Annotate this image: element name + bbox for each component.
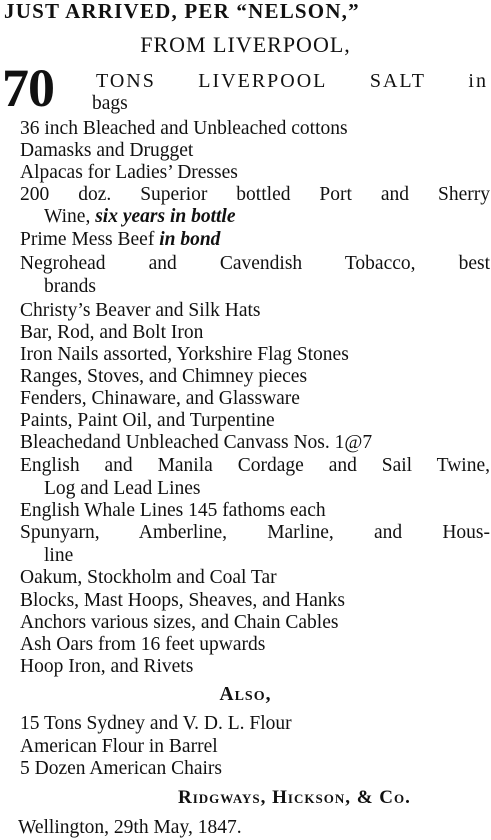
item-line: Ash Oars from 16 feet upwards [20, 634, 266, 655]
also-item: American Flour in Barrel [20, 736, 218, 757]
item-line: Paints, Paint Oil, and Turpentine [20, 410, 275, 431]
item-continuation-text: Wine, [44, 206, 96, 227]
item-continuation: brands [44, 276, 96, 297]
also-heading: Also, [219, 684, 272, 705]
item-line: 200 doz. Superior bottled Port and Sherry [20, 184, 490, 205]
item-line: Fenders, Chinaware, and Glassware [20, 388, 300, 409]
item-line: Ranges, Stoves, and Chimney pieces [20, 366, 308, 387]
item-line: Bar, Rod, and Bolt Iron [20, 322, 204, 343]
also-item: 15 Tons Sydney and V. D. L. Flour [20, 713, 292, 734]
lead-word: SALT [369, 70, 426, 92]
item-line: Alpacas for Ladies’ Dresses [20, 162, 238, 183]
lead-line [96, 70, 488, 92]
lead-word: in [468, 70, 488, 92]
lead-continuation: bags [92, 93, 128, 114]
item-continuation: Log and Lead Lines [44, 478, 201, 499]
headline: JUST ARRIVED, PER “NELSON,” [4, 0, 360, 23]
item-line [20, 229, 220, 251]
item-text: Prime Mess Beef [20, 229, 160, 250]
item-line: Anchors various sizes, and Chain Cables [20, 612, 339, 633]
item-line: Blocks, Mast Hoops, Sheaves, and Hanks [20, 590, 345, 611]
lead-word: LIVERPOOL [198, 70, 328, 92]
item-line: Oakum, Stockholm and Coal Tar [20, 567, 277, 588]
item-line: English Whale Lines 145 fathoms each [20, 500, 326, 521]
item-line: English and Manila Cordage and Sail Twine, [20, 455, 490, 476]
signature: Ridgways, Hickson, & Co. [178, 787, 411, 808]
item-line: Spunyarn, Amberline, Marline, and Hous- [20, 522, 490, 543]
item-line: Bleachedand Unbleached Canvass Nos. 1@7 [20, 432, 373, 453]
item-line: 36 inch Bleached and Unbleached cottons [20, 118, 348, 139]
lead-word: TONS [96, 70, 156, 92]
item-line: Damasks and Drugget [20, 140, 194, 161]
dateline: Wellington, 29th May, 1847. [18, 817, 242, 838]
item-continuation: line [44, 545, 74, 566]
item-emphasis: in bond [159, 229, 221, 250]
item-line: Iron Nails assorted, Yorkshire Flag Stones [20, 344, 349, 365]
item-line: Negrohead and Cavendish Tobacco, best [20, 253, 490, 274]
item-line: Christy’s Beaver and Silk Hats [20, 300, 261, 321]
item-emphasis: six years in bottle [95, 206, 236, 227]
also-item: 5 Dozen American Chairs [20, 758, 222, 779]
subheadline: FROM LIVERPOOL, [140, 32, 351, 57]
lead-quantity: 70 [2, 58, 54, 118]
item-line: Hoop Iron, and Rivets [20, 656, 194, 677]
item-continuation [44, 206, 236, 228]
